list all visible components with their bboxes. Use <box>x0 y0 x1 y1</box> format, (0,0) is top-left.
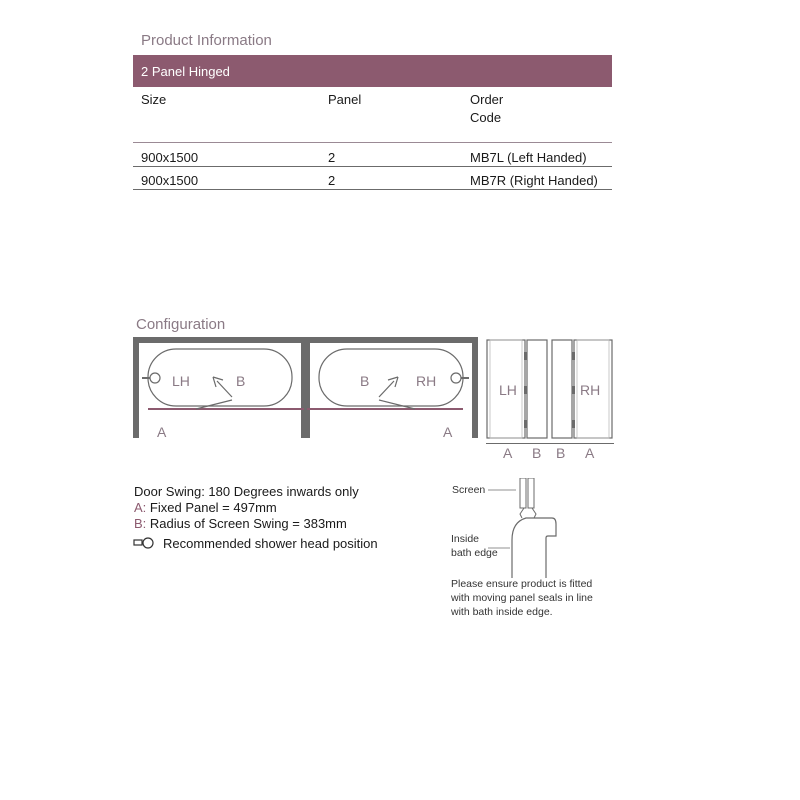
row-1-rule <box>133 166 612 167</box>
fixed-panel-key: A: <box>134 500 147 515</box>
left-plan-bath-outline <box>148 349 292 406</box>
detail-note-line-3: with bath inside edge. <box>451 606 553 618</box>
column-header-size: Size <box>141 92 167 107</box>
configuration-title: Configuration <box>136 316 226 333</box>
column-header-order <box>470 91 503 127</box>
right-plan-bath-outline <box>319 349 463 406</box>
detail-note-line-2: with moving panel seals in line <box>451 592 593 604</box>
elevation-base-rule <box>486 443 614 444</box>
detail-inside-label-2: bath edge <box>451 547 498 559</box>
shower-head-icon-arm <box>134 540 142 545</box>
elevation-left-swing-panel <box>527 340 547 438</box>
product-band <box>133 55 612 87</box>
left-plan-swing-panel <box>196 400 232 409</box>
elevation-label-a-left: A <box>503 445 513 461</box>
left-plan-swing-label: B <box>236 373 246 389</box>
screen-glass-right <box>528 478 534 508</box>
table-header-rule <box>133 142 612 143</box>
bath-edge-profile <box>512 518 556 578</box>
row-2-code: MB7R (Right Handed) <box>470 173 598 188</box>
shower-head-icon <box>133 536 157 550</box>
radius-key: B: <box>134 516 147 531</box>
elevation-label-b-left: B <box>532 445 542 461</box>
elevation-left-hinge-bottom <box>524 420 527 428</box>
seal-icon <box>520 508 536 518</box>
right-plan-swing-arrow-icon <box>379 381 394 397</box>
row-2-panel: 2 <box>328 173 336 188</box>
fixed-panel-legend <box>134 500 277 516</box>
detail-screen-label: Screen <box>452 484 486 496</box>
seal-detail-diagram <box>488 478 568 578</box>
band-label: 2 Panel Hinged <box>141 64 230 79</box>
right-plan-hand-label: RH <box>416 373 437 389</box>
elevation-left-hinge-top <box>524 352 527 360</box>
elevation-right-swing-panel <box>552 340 572 438</box>
left-plan-fixed-label: A <box>157 424 167 440</box>
row-2-size: 900x1500 <box>141 173 199 188</box>
column-header-order-line1: Order <box>470 92 504 107</box>
product-information-title: Product Information <box>141 32 272 49</box>
right-plan-swing-panel <box>379 400 415 409</box>
detail-inside-label-1: Inside <box>451 533 480 545</box>
fixed-panel-text: Fixed Panel = 497mm <box>149 500 277 515</box>
radius-legend <box>134 516 347 532</box>
radius-text: Radius of Screen Swing = 383mm <box>149 516 347 531</box>
row-1-code: MB7L (Left Handed) <box>470 150 587 165</box>
shower-head-icon-head <box>143 538 153 548</box>
column-header-order-line2: Code <box>470 110 502 125</box>
detail-note <box>451 577 593 619</box>
row-2-rule <box>133 189 612 190</box>
elevation-label-a-right: A <box>585 445 595 461</box>
elevation-label-b-right: B <box>556 445 566 461</box>
detail-note-line-1: Please ensure product is fitted <box>451 578 593 590</box>
row-1-panel: 2 <box>328 150 336 165</box>
elevation-right-hand-label: RH <box>580 382 601 398</box>
elevation-left-hinge-mid <box>524 386 527 394</box>
left-plan-hand-label: LH <box>172 373 190 389</box>
left-plan-shower-head-icon <box>150 373 160 383</box>
elevation-right-hinge-top <box>572 352 575 360</box>
shower-head-legend-text: Recommended shower head position <box>163 536 378 551</box>
elevation-right-hinge-bottom <box>572 420 575 428</box>
row-1-size: 900x1500 <box>141 150 199 165</box>
left-plan-swing-arrow-icon <box>217 381 232 397</box>
right-plan-fixed-label: A <box>443 424 453 440</box>
column-header-panel: Panel <box>328 92 362 107</box>
right-plan-swing-label: B <box>360 373 370 389</box>
door-swing-text: Door Swing: 180 Degrees inwards only <box>134 484 359 499</box>
right-plan-shower-head-icon <box>451 373 461 383</box>
screen-glass-left <box>520 478 526 508</box>
elevation-left-hand-label: LH <box>499 382 517 398</box>
elevation-right-hinge-mid <box>572 386 575 394</box>
right-hand-plan-diagram <box>303 336 479 440</box>
